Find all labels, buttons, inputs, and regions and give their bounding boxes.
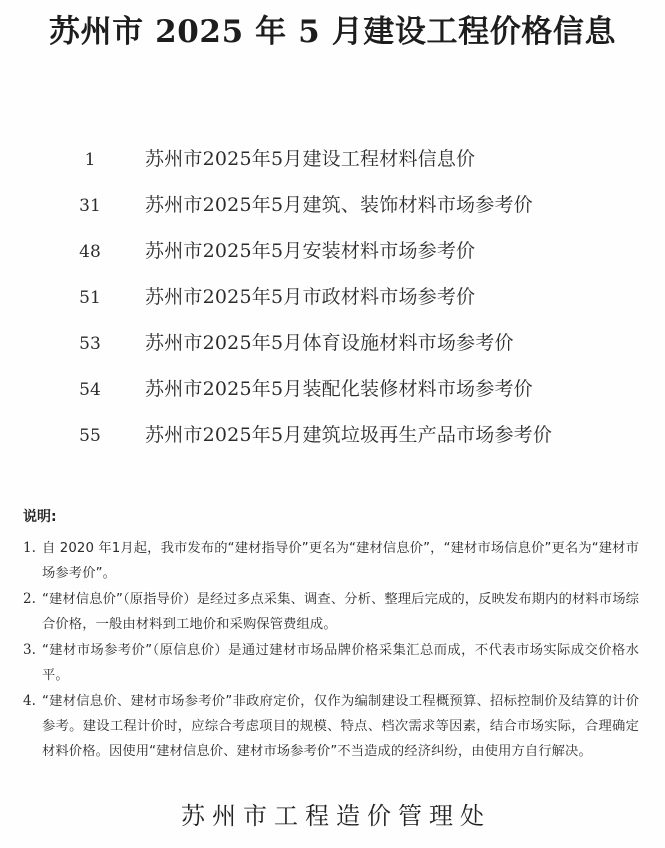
toc-entry[interactable] xyxy=(0,236,665,282)
toc-entry-title: 苏州市2025年5月安装材料市场参考价 xyxy=(145,240,476,262)
toc-entry[interactable] xyxy=(0,282,665,328)
notes-section xyxy=(23,506,639,765)
note-marker: 1. xyxy=(23,540,36,556)
table-of-contents xyxy=(0,144,665,466)
toc-page-number: 51 xyxy=(79,288,101,308)
toc-entry-title: 苏州市2025年5月建筑、装饰材料市场参考价 xyxy=(145,194,533,216)
notes-heading: 说明: xyxy=(23,509,57,525)
toc-entry-title: 苏州市2025年5月建设工程材料信息价 xyxy=(145,148,476,170)
toc-entry-title: 苏州市2025年5月市政材料市场参考价 xyxy=(145,286,476,308)
page-title: 苏州市 2025 年 5 月建设工程价格信息 xyxy=(48,14,617,50)
note-marker: 4. xyxy=(23,693,36,709)
toc-entry-title: 苏州市2025年5月装配化装修材料市场参考价 xyxy=(145,378,533,400)
note-text: “建材市场参考价”（原信息价）是通过建材市场品牌价格采集汇总而成，不代表市场实际成交价格水平。 xyxy=(42,643,639,683)
note-text: “建材信息价、建材市场参考价”非政府定价，仅作为编制建设工程概预算、招标控制价及结算的计价参考。建设工程计价时，应综合考虑项目的规模、特点、档次需求等因素，结合市场实际，合理确定材料价格。因使用“建材信息价、建材市场参考价”不当造成的经济纠纷，由使用方自行解决。 xyxy=(42,694,639,759)
toc-entry[interactable] xyxy=(0,328,665,374)
note-item xyxy=(23,536,639,586)
note-item xyxy=(23,689,639,764)
toc-page-number: 54 xyxy=(79,380,101,400)
toc-entry[interactable] xyxy=(0,420,665,466)
note-text: 自 2020 年1月起，我市发布的“建材指导价”更名为“建材信息价”，“建材市场信息价”更名为“建材市场参考价”。 xyxy=(42,541,639,581)
toc-page-number: 53 xyxy=(79,334,101,354)
note-text: “建材信息价”（原指导价）是经过多点采集、调查、分析、整理后完成的，反映发布期内的材料市场综合价格，一般由材料到工地价和采购保管费组成。 xyxy=(42,592,639,632)
issuing-organization: 苏州市工程造价管理处 xyxy=(181,802,491,830)
toc-entry-title: 苏州市2025年5月建筑垃圾再生产品市场参考价 xyxy=(145,424,553,446)
toc-entry[interactable] xyxy=(0,144,665,190)
note-marker: 3. xyxy=(23,642,36,658)
note-item xyxy=(23,638,639,688)
toc-entry[interactable] xyxy=(0,374,665,420)
toc-page-number: 55 xyxy=(79,426,101,446)
toc-page-number: 48 xyxy=(79,242,101,262)
note-item xyxy=(23,587,639,637)
toc-page-number: 1 xyxy=(84,150,96,170)
toc-entry[interactable] xyxy=(0,190,665,236)
toc-page-number: 31 xyxy=(79,196,101,216)
note-marker: 2. xyxy=(23,591,36,607)
toc-entry-title: 苏州市2025年5月体育设施材料市场参考价 xyxy=(145,332,514,354)
